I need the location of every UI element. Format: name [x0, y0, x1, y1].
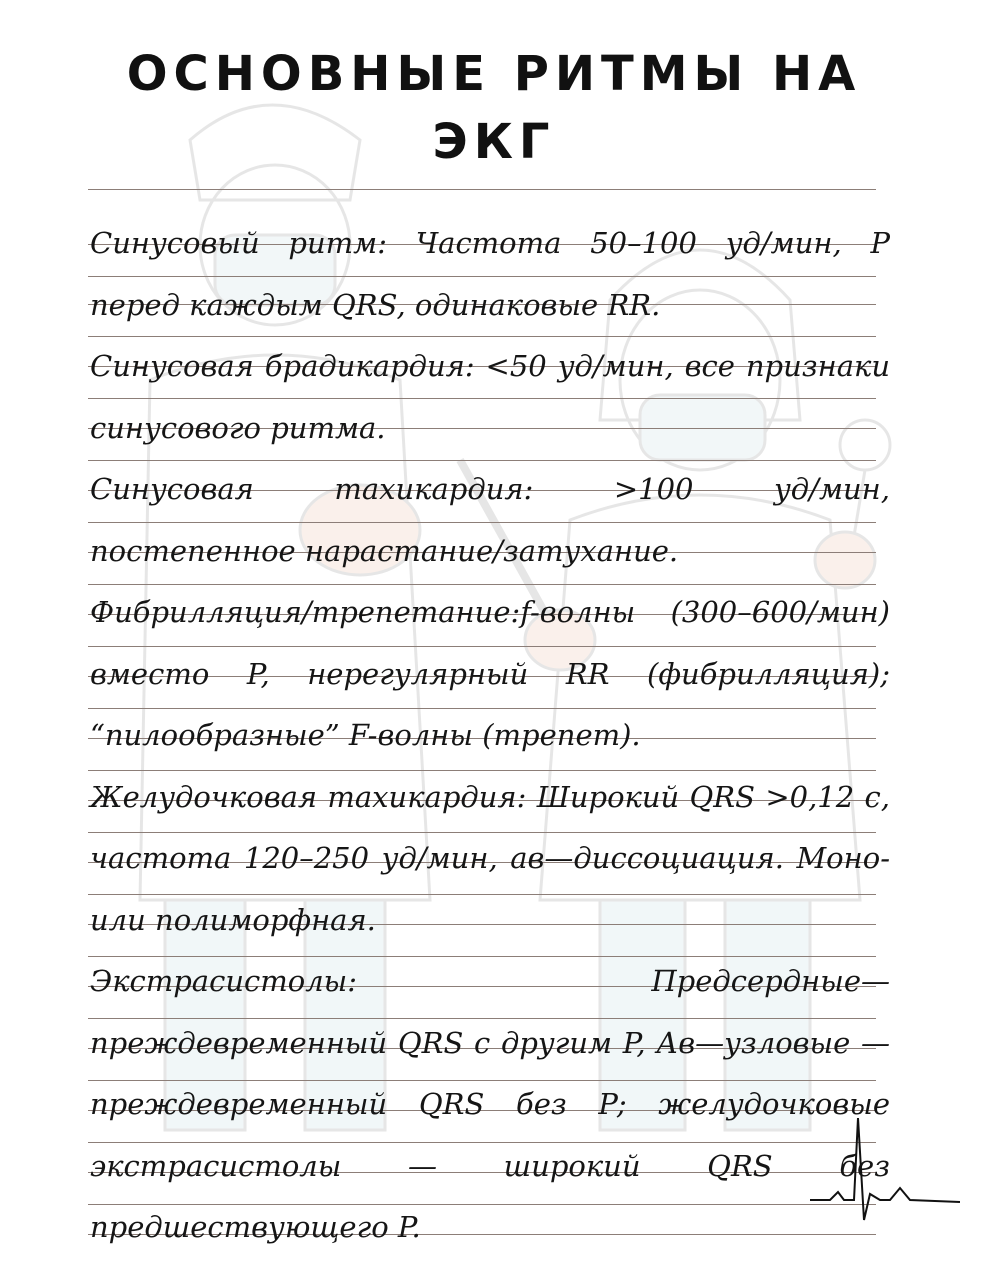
- note-extrasystoles: Экстрасистолы: Предсердные— преждевременный QRS с другим P, Ав—узловые — преждевременный QRS без P; желудочковые экстрасистолы — широкий QRS без предшествующего P.: [90, 964, 890, 1244]
- note-sinus-rhythm: Синусовый ритм: Частота 50–100 уд/мин, P перед каждым QRS, одинаковые RR.: [90, 226, 890, 322]
- ecg-pulse-icon: [810, 1110, 960, 1230]
- note-fibrillation-flutter: Фибрилляция/трепетание:f-волны (300–600/мин) вместо P, нерегулярный RR (фибрилляция); “пилообразные” F-волны (трепет).: [90, 595, 890, 752]
- note-ventricular-tachycardia: Желудочковая тахикардия: Широкий QRS >0,12 с, частота 120–250 уд/мин, ав—диссоциация. Моно-или полиморфная.: [90, 779, 890, 937]
- notes-body: [90, 213, 890, 1259]
- rule-line: [88, 189, 876, 190]
- note-sinus-bradycardia: Синусовая брадикардия: <50 уд/мин, все признаки синусового ритма.: [90, 349, 890, 445]
- note-sinus-tachycardia: Синусовая тахикардия: >100 уд/мин, постепенное нарастание/затухание.: [90, 472, 890, 568]
- page-title: ОСНОВНЫЕ РИТМЫ НА ЭКГ: [126, 46, 862, 170]
